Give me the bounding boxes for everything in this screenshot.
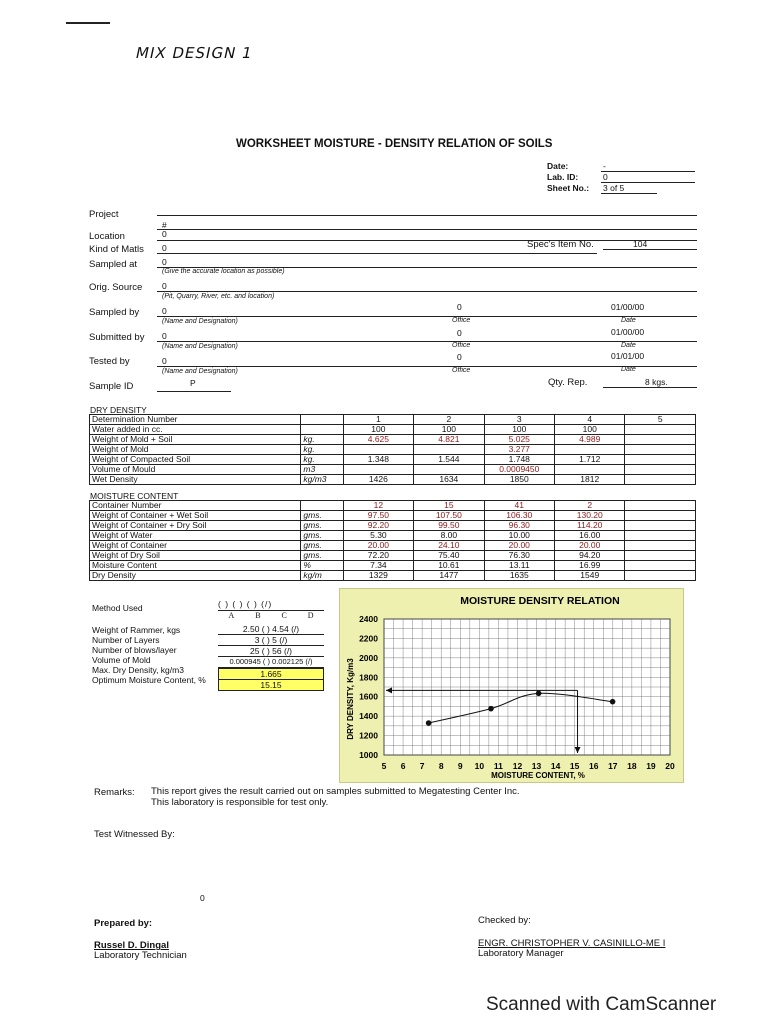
rammer-label: Weight of Rammer, kgs — [92, 625, 181, 635]
row-unit: gms. — [301, 541, 343, 551]
table-cell — [625, 501, 696, 511]
submitted-by-value: 0 — [162, 331, 167, 341]
row-label: Moisture Content — [90, 561, 301, 571]
table-cell: 10.00 — [484, 531, 554, 541]
sample-id-value: P — [190, 378, 196, 388]
remarks-text — [151, 786, 520, 808]
table-cell — [625, 561, 696, 571]
tested-by-label: Tested by — [89, 356, 130, 367]
table-cell: 1 — [343, 415, 413, 425]
checked-label: Checked by: — [478, 915, 531, 926]
method-label: Method Used — [92, 603, 143, 613]
row-unit: m3 — [301, 465, 343, 475]
worksheet-title: WORKSHEET MOISTURE - DENSITY RELATION OF SOILS — [236, 138, 553, 150]
table-cell — [625, 541, 696, 551]
table-cell: 107.50 — [414, 511, 484, 521]
x-tick-label: 15 — [569, 761, 580, 771]
submitted-by-office-label: Office — [452, 342, 471, 349]
submitted-by-office: 0 — [457, 328, 462, 338]
sampled-at-value: 0 — [162, 257, 167, 267]
x-tick-label: 9 — [457, 761, 463, 771]
blows-label: Number of blows/layer — [92, 645, 177, 655]
data-point-3 — [536, 691, 542, 697]
table-cell — [414, 445, 484, 455]
row-label: Volume of Mould — [90, 465, 301, 475]
table-cell — [343, 465, 413, 475]
table-row — [90, 455, 696, 465]
lab-line — [601, 182, 695, 183]
sheet-line — [601, 193, 657, 194]
table-cell: 12 — [343, 501, 413, 511]
table-cell: 99.50 — [414, 521, 484, 531]
row-unit: gms. — [301, 511, 343, 521]
kind-line — [157, 253, 597, 254]
tested-by-line — [157, 366, 697, 367]
project-label: Project — [89, 209, 119, 220]
row-unit: % — [301, 561, 343, 571]
table-cell: 41 — [484, 501, 554, 511]
mold-label: Volume of Mold — [92, 655, 151, 665]
sampled-at-label: Sampled at — [89, 259, 138, 270]
chart-title: MOISTURE DENSITY RELATION — [460, 595, 620, 607]
sampled-at-note: (Give the accurate location as possible) — [162, 268, 285, 275]
x-tick-label: 7 — [419, 761, 425, 771]
row-label: Determination Number — [90, 415, 301, 425]
table-row — [90, 511, 696, 521]
submitted-by-note: (Name and Designation) — [162, 343, 238, 350]
table-cell: 7.34 — [343, 561, 413, 571]
layers-label: Number of Layers — [92, 635, 160, 645]
row-label: Wet Density — [90, 475, 301, 485]
table-cell — [625, 435, 696, 445]
tested-by-date: 01/01/00 — [611, 351, 645, 361]
table-cell — [625, 465, 696, 475]
table-cell: 3 — [484, 415, 554, 425]
row-unit: gms. — [301, 551, 343, 561]
row-unit: kg. — [301, 435, 343, 445]
witness-value: 0 — [200, 893, 205, 903]
chart-xlabel: MOISTURE CONTENT, % — [491, 771, 585, 780]
table-cell: 1.712 — [555, 455, 625, 465]
date-value: - — [603, 161, 606, 171]
orig-source-note: (Pit, Quarry, River, etc. and location) — [162, 293, 275, 300]
table-row — [90, 561, 696, 571]
sampled-by-office: 0 — [457, 302, 462, 312]
method-letters — [218, 611, 324, 620]
table-row — [90, 521, 696, 531]
data-point-4 — [610, 699, 616, 705]
table-cell: 100 — [414, 425, 484, 435]
table-row — [90, 465, 696, 475]
sheet-value: 3 of 5 — [603, 183, 625, 193]
table-cell: 106.30 — [484, 511, 554, 521]
table-cell: 1850 — [484, 475, 554, 485]
table-cell: 5 — [625, 415, 696, 425]
y-tick-label: 2000 — [359, 652, 378, 663]
orig-source-line — [157, 291, 697, 292]
row-label: Weight of Container + Wet Soil — [90, 511, 301, 521]
y-tick-label: 1000 — [359, 750, 378, 760]
sample-id-label: Sample ID — [89, 381, 134, 392]
y-tick-label: 1200 — [359, 730, 378, 741]
camscanner-watermark: Scanned with CamScanner — [486, 994, 717, 1015]
submitted-by-line — [157, 341, 697, 342]
y-tick-label: 2200 — [359, 633, 378, 644]
row-unit — [301, 415, 343, 425]
y-tick-label: 1600 — [359, 691, 378, 702]
row-label: Weight of Mold + Soil — [90, 435, 301, 445]
sampled-by-office-label: Office — [452, 317, 471, 324]
row-label: Dry Density — [90, 571, 301, 581]
moisture-density-chart — [340, 589, 683, 782]
table-cell: 94.20 — [555, 551, 625, 561]
table-cell: 1634 — [414, 475, 484, 485]
tested-by-note: (Name and Designation) — [162, 368, 238, 375]
date-line — [601, 171, 695, 172]
y-tick-label: 1400 — [359, 711, 378, 722]
table-cell — [625, 551, 696, 561]
table-cell: 1549 — [555, 571, 625, 581]
layers-value: 3 ( ) 5 (/) — [218, 635, 324, 646]
row-label: Weight of Compacted Soil — [90, 455, 301, 465]
table-cell: 92.20 — [343, 521, 413, 531]
table-row — [90, 475, 696, 485]
handwritten-title: MIX DESIGN 1 — [134, 44, 255, 62]
date-label: Date: — [547, 161, 569, 171]
qty-value: 8 kgs. — [645, 377, 668, 387]
table-cell: 1.748 — [484, 455, 554, 465]
row-label: Weight of Container + Dry Soil — [90, 521, 301, 531]
orig-source-value: 0 — [162, 281, 167, 291]
data-point-1 — [426, 720, 432, 726]
mdd-value: 1.665 — [218, 668, 324, 680]
table-cell: 4.989 — [555, 435, 625, 445]
row-label: Container Number — [90, 501, 301, 511]
location-line-1 — [157, 229, 697, 230]
x-tick-label: 10 — [474, 761, 485, 771]
table-cell: 16.00 — [555, 531, 625, 541]
table-cell: 75.40 — [414, 551, 484, 561]
submitted-by-label: Submitted by — [89, 332, 145, 343]
table-row — [90, 541, 696, 551]
qty-line — [603, 387, 697, 388]
rammer-value: 2.50 ( ) 4.54 (/) — [218, 624, 324, 635]
table-cell — [555, 465, 625, 475]
x-tick-label: 14 — [550, 761, 561, 771]
table-cell: 1426 — [343, 475, 413, 485]
spec-label: Spec's Item No. — [527, 239, 594, 250]
spec-line — [603, 249, 697, 250]
submitted-by-date-label: Date — [621, 342, 636, 349]
row-label: Weight of Container — [90, 541, 301, 551]
moisture-content-header: MOISTURE CONTENT — [90, 491, 179, 501]
row-unit: gms. — [301, 521, 343, 531]
table-cell: 20.00 — [555, 541, 625, 551]
table-cell: 100 — [484, 425, 554, 435]
table-cell — [625, 445, 696, 455]
method-letter-c: C — [281, 611, 287, 620]
table-cell: 16.99 — [555, 561, 625, 571]
row-label: Weight of Mold — [90, 445, 301, 455]
spec-value: 104 — [633, 239, 648, 249]
table-cell — [625, 571, 696, 581]
meta-values — [603, 161, 624, 194]
table-cell: 10.61 — [414, 561, 484, 571]
mold-value: 0.000945 ( ) 0.002125 (/) — [218, 657, 324, 668]
remarks-label: Remarks: — [94, 787, 135, 798]
project-value: # — [162, 220, 167, 230]
method-checks: ( ) ( ) ( ) (/) — [218, 599, 273, 609]
row-unit: gms. — [301, 531, 343, 541]
y-tick-label: 2400 — [359, 614, 378, 624]
table-cell — [625, 425, 696, 435]
prepared-role: Laboratory Technician — [94, 950, 187, 961]
x-tick-label: 18 — [627, 761, 637, 771]
prepared-label: Prepared by: — [94, 918, 153, 929]
table-row — [90, 531, 696, 541]
table-cell: 100 — [343, 425, 413, 435]
row-unit: kg/m3 — [301, 475, 343, 485]
table-row — [90, 435, 696, 445]
table-cell: 1477 — [414, 571, 484, 581]
table-cell: 5.025 — [484, 435, 554, 445]
sampled-by-date-label: Date — [621, 317, 636, 324]
table-cell: 4.821 — [414, 435, 484, 445]
tested-by-office-label: Office — [452, 367, 471, 374]
table-cell: 130.20 — [555, 511, 625, 521]
method-letter-d: D — [307, 611, 314, 620]
qty-label: Qty. Rep. — [548, 377, 588, 388]
witness-label: Test Witnessed By: — [94, 829, 175, 840]
sampled-by-line — [157, 316, 697, 317]
blows-value: 25 ( ) 56 (/) — [218, 646, 324, 657]
dry-density-table — [89, 414, 696, 485]
prepared-name: Russel D. Dingal — [94, 940, 169, 951]
table-row — [90, 425, 696, 435]
tested-by-value: 0 — [162, 356, 167, 366]
x-tick-label: 19 — [646, 761, 656, 771]
x-tick-label: 6 — [400, 761, 406, 771]
sheet-label: Sheet No.: — [547, 183, 590, 193]
table-row — [90, 501, 696, 511]
table-cell: 2 — [414, 415, 484, 425]
table-cell: 72.20 — [343, 551, 413, 561]
table-cell: 114.20 — [555, 521, 625, 531]
omc-label: Optimum Moisture Content, % — [92, 675, 206, 685]
location-value: 0 — [162, 229, 167, 239]
meta-labels — [547, 161, 589, 194]
mdd-label: Max. Dry Density, kg/m3 — [92, 665, 184, 675]
data-point-2 — [488, 706, 494, 712]
table-cell: 4 — [555, 415, 625, 425]
x-tick-label: 13 — [531, 761, 542, 771]
method-letter-b: B — [255, 611, 261, 620]
tested-by-office: 0 — [457, 352, 462, 362]
y-tick-label: 1800 — [359, 672, 378, 683]
table-cell: 1.544 — [414, 455, 484, 465]
method-line — [218, 610, 324, 611]
table-cell: 8.00 — [414, 531, 484, 541]
table-cell: 1329 — [343, 571, 413, 581]
sampled-by-label: Sampled by — [89, 307, 140, 318]
method-letter-a: A — [228, 611, 235, 620]
table-cell: 3.277 — [484, 445, 554, 455]
x-tick-label: 8 — [438, 761, 444, 771]
x-tick-label: 20 — [665, 761, 675, 771]
table-cell — [625, 531, 696, 541]
table-cell: 1812 — [555, 475, 625, 485]
lab-id-label: Lab. ID: — [547, 172, 579, 182]
table-cell — [343, 445, 413, 455]
submitted-by-date: 01/00/00 — [611, 327, 645, 337]
kind-label: Kind of Matls — [89, 244, 144, 255]
checked-role: Laboratory Manager — [478, 948, 564, 959]
x-tick-label: 12 — [512, 761, 523, 771]
table-cell: 15 — [414, 501, 484, 511]
table-cell — [414, 465, 484, 475]
x-tick-label: 11 — [493, 761, 503, 771]
row-unit: kg. — [301, 455, 343, 465]
x-tick-label: 5 — [381, 761, 387, 771]
chart-grid — [384, 619, 670, 755]
table-cell: 1.348 — [343, 455, 413, 465]
table-row — [90, 415, 696, 425]
sample-id-line — [157, 391, 231, 392]
table-cell: 96.30 — [484, 521, 554, 531]
row-label: Weight of Dry Soil — [90, 551, 301, 561]
table-cell: 0.0009450 — [484, 465, 554, 475]
method-param-values — [218, 624, 324, 691]
table-cell: 5.30 — [343, 531, 413, 541]
row-unit — [301, 501, 343, 511]
table-cell: 2 — [555, 501, 625, 511]
table-row — [90, 571, 696, 581]
sampled-by-date: 01/00/00 — [611, 302, 645, 312]
remarks-line-2: This laboratory is responsible for test only. — [151, 797, 329, 808]
table-cell: 100 — [555, 425, 625, 435]
dry-density-header: DRY DENSITY — [90, 405, 147, 415]
table-cell: 97.50 — [343, 511, 413, 521]
x-tick-label: 16 — [588, 761, 599, 771]
table-cell: 76.30 — [484, 551, 554, 561]
tested-by-date-label: Date — [621, 366, 636, 373]
project-line — [157, 215, 697, 216]
table-cell — [625, 511, 696, 521]
table-cell — [625, 521, 696, 531]
row-label: Weight of Water — [90, 531, 301, 541]
location-label: Location — [89, 231, 125, 242]
sampled-by-note: (Name and Designation) — [162, 318, 238, 325]
table-cell — [625, 475, 696, 485]
row-unit: kg. — [301, 445, 343, 455]
orig-source-label: Orig. Source — [89, 282, 143, 293]
table-cell: 1635 — [484, 571, 554, 581]
omc-value: 15.15 — [218, 680, 324, 691]
x-tick-label: 17 — [608, 761, 618, 771]
table-cell: 13.11 — [484, 561, 554, 571]
location-line-2 — [157, 240, 697, 241]
row-label: Water added in cc. — [90, 425, 301, 435]
table-cell: 20.00 — [484, 541, 554, 551]
lab-id-value: 0 — [603, 172, 608, 182]
table-cell: 24.10 — [414, 541, 484, 551]
table-row — [90, 551, 696, 561]
sampled-by-value: 0 — [162, 306, 167, 316]
row-unit: kg/m — [301, 571, 343, 581]
table-cell: 20.00 — [343, 541, 413, 551]
top-dash — [66, 22, 110, 24]
moisture-content-table — [89, 500, 696, 581]
table-row — [90, 445, 696, 455]
table-cell — [555, 445, 625, 455]
kind-value: 0 — [162, 243, 167, 253]
remarks-line-1: This report gives the result carried out on samples submitted to Megatesting Center Inc. — [151, 786, 520, 797]
chart-ylabel: DRY DENSITY, Kg/m3 — [346, 658, 355, 740]
chart-panel — [339, 588, 684, 783]
row-unit — [301, 425, 343, 435]
table-cell: 4.625 — [343, 435, 413, 445]
checked-name: ENGR. CHRISTOPHER V. CASINILLO-ME I — [478, 938, 666, 949]
table-cell — [625, 455, 696, 465]
method-param-labels — [92, 625, 206, 685]
